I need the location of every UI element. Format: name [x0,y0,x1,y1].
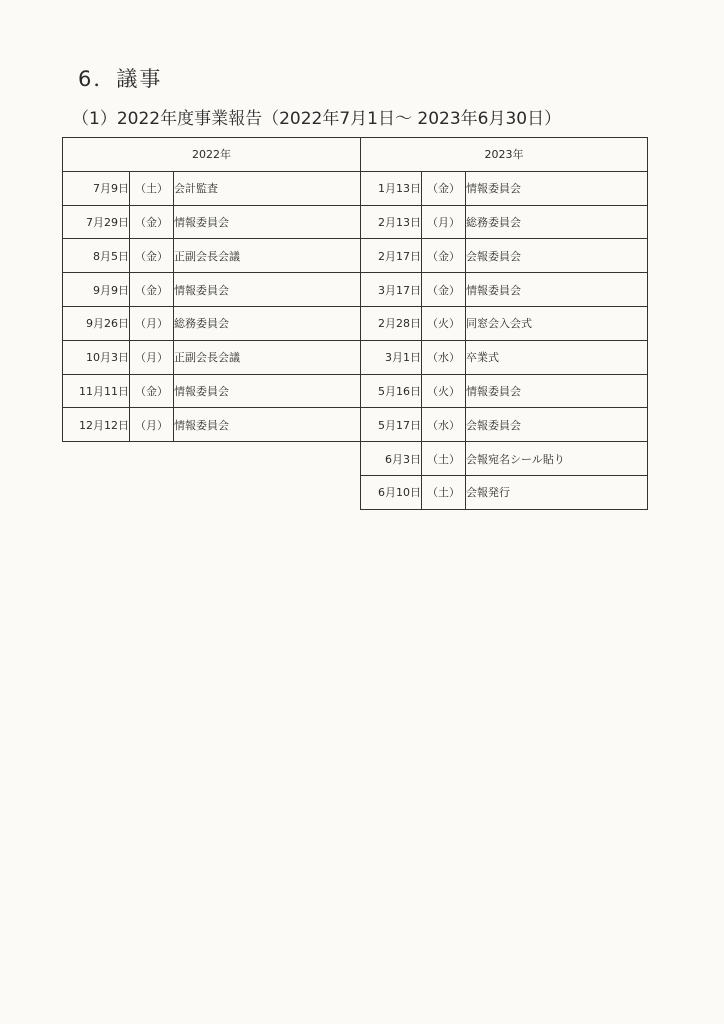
event-cell: 情報委員会 [466,171,648,205]
table-row [63,306,361,340]
weekday-cell: （月） [130,306,174,340]
event-cell: 会報委員会 [466,408,648,442]
date-cell: 5月17日 [361,408,422,442]
event-cell: 情報委員会 [174,273,361,307]
date-cell: 7月29日 [63,205,130,239]
weekday-cell: （金） [130,374,174,408]
weekday-cell: （土） [422,475,466,509]
weekday-cell: （金） [130,205,174,239]
event-cell: 同窓会入会式 [466,306,648,340]
table-row [361,374,648,408]
table-header-row [361,138,648,172]
table-row [63,374,361,408]
date-cell: 3月17日 [361,273,422,307]
weekday-cell: （金） [422,171,466,205]
event-cell: 卒業式 [466,340,648,374]
table-row [63,340,361,374]
date-cell: 2月17日 [361,239,422,273]
weekday-cell: （金） [130,239,174,273]
date-cell: 5月16日 [361,374,422,408]
table-row [361,205,648,239]
table-header-row [63,138,361,172]
table-row [361,306,648,340]
weekday-cell: （水） [422,408,466,442]
date-cell: 11月11日 [63,374,130,408]
weekday-cell: （金） [130,273,174,307]
date-cell: 6月3日 [361,442,422,476]
table-row [361,273,648,307]
event-cell: 情報委員会 [174,408,361,442]
weekday-cell: （火） [422,374,466,408]
table-row [63,171,361,205]
event-cell: 正副会長会議 [174,239,361,273]
date-cell: 9月26日 [63,306,130,340]
event-cell: 会計監査 [174,171,361,205]
schedule-table-2023 [360,137,648,510]
event-cell: 情報委員会 [466,273,648,307]
event-cell: 総務委員会 [174,306,361,340]
schedule-table-2022 [62,137,361,442]
date-cell: 7月9日 [63,171,130,205]
report-subtitle: （1）2022年度事業報告（2022年7月1日～ 2023年6月30日） [72,109,562,129]
date-cell: 1月13日 [361,171,422,205]
table-row [361,408,648,442]
weekday-cell: （土） [422,442,466,476]
event-cell: 情報委員会 [174,374,361,408]
weekday-cell: （水） [422,340,466,374]
event-cell: 正副会長会議 [174,340,361,374]
weekday-cell: （金） [422,239,466,273]
event-cell: 情報委員会 [466,374,648,408]
date-cell: 12月12日 [63,408,130,442]
date-cell: 9月9日 [63,273,130,307]
event-cell: 会報宛名シール貼り [466,442,648,476]
table-row [63,205,361,239]
table-row [361,442,648,476]
event-cell: 会報委員会 [466,239,648,273]
date-cell: 6月10日 [361,475,422,509]
table-row [63,239,361,273]
date-cell: 2月13日 [361,205,422,239]
date-cell: 3月1日 [361,340,422,374]
date-cell: 8月5日 [63,239,130,273]
weekday-cell: （土） [130,171,174,205]
event-cell: 情報委員会 [174,205,361,239]
weekday-cell: （月） [130,408,174,442]
table-row [361,239,648,273]
weekday-cell: （火） [422,306,466,340]
table-row [361,340,648,374]
section-title: 6．議事 [78,67,163,91]
table-row [63,273,361,307]
table-row [361,475,648,509]
weekday-cell: （月） [130,340,174,374]
date-cell: 2月28日 [361,306,422,340]
date-cell: 10月3日 [63,340,130,374]
year-header-2023: 2023年 [361,138,648,172]
weekday-cell: （金） [422,273,466,307]
event-cell: 会報発行 [466,475,648,509]
table-row [361,171,648,205]
weekday-cell: （月） [422,205,466,239]
event-cell: 総務委員会 [466,205,648,239]
year-header-2022: 2022年 [63,138,361,172]
table-row [63,408,361,442]
